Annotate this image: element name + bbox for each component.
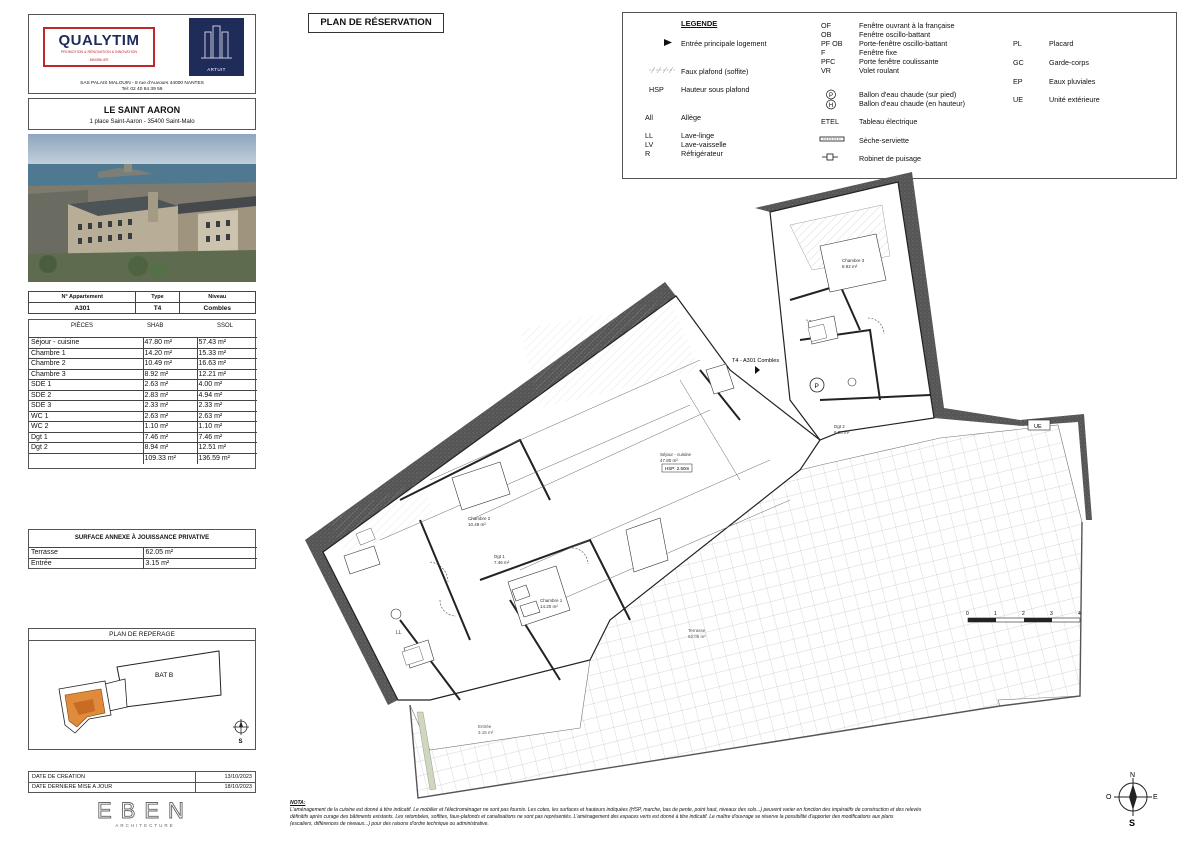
legend-ob-code: OB bbox=[821, 30, 832, 39]
dgt2-area: 8.94 m² bbox=[834, 430, 850, 435]
legend-pfob-code: PF OB bbox=[821, 39, 843, 48]
room-ssol: 57.43 m² bbox=[197, 338, 257, 349]
room-ssol: 12.21 m² bbox=[197, 369, 257, 380]
legend-hsp: Hauteur sous plafond bbox=[681, 85, 750, 94]
rooms-col-header: PIÈCES bbox=[71, 323, 94, 329]
qualytim-sub: IMMOBILIER bbox=[89, 58, 109, 62]
legend-faux-plafond: Faux plafond (soffite) bbox=[681, 67, 749, 76]
legend-entree: Entrée principale logement bbox=[681, 39, 767, 48]
terrace-label: Terrasse bbox=[688, 628, 706, 633]
annexe-name: Entrée bbox=[29, 558, 143, 569]
legend-ep: Eaux pluviales bbox=[1049, 77, 1096, 86]
legend-robinet: Robinet de puisage bbox=[859, 154, 921, 163]
room-shab: 7.46 m² bbox=[143, 432, 197, 443]
apt-type: T4 bbox=[136, 303, 179, 314]
entry-label: Entrée bbox=[478, 724, 492, 729]
apt-number-header: N° Appartement bbox=[29, 292, 136, 303]
scale-tick: 3 bbox=[1050, 611, 1053, 617]
apt-number: A301 bbox=[29, 303, 136, 314]
scale-tick: 4 bbox=[1078, 611, 1081, 617]
annexe-value: 3.15 m² bbox=[143, 558, 257, 569]
legend-hsp-code: HSP bbox=[649, 85, 664, 94]
dgt1-area: 7.46 m² bbox=[494, 560, 510, 565]
qualytim-name: QUALYTIM bbox=[58, 32, 140, 49]
room-name: Dgt 1 bbox=[29, 432, 143, 443]
shab-col-header: SHAB bbox=[147, 323, 164, 329]
ue-label: UE bbox=[1034, 424, 1042, 430]
legend-r: Réfrigérateur bbox=[681, 149, 723, 158]
room-ssol: 7.46 m² bbox=[197, 432, 257, 443]
dgt1-label: Dgt 1 bbox=[494, 554, 505, 559]
scale-tick: 0 bbox=[966, 611, 969, 617]
room-name: SDE 3 bbox=[29, 401, 143, 412]
scale-tick: 1 bbox=[994, 611, 997, 617]
legend-r-code: R bbox=[645, 149, 651, 158]
room-name: Chambre 1 bbox=[29, 348, 143, 359]
plan-title: PLAN DE RÉSERVATION bbox=[308, 13, 444, 33]
legend-vr-code: VR bbox=[821, 66, 831, 75]
entry-area: 3.15 m² bbox=[478, 730, 494, 735]
architect-name: EBEN bbox=[97, 798, 193, 823]
legend-pfc: Porte fenêtre coulissante bbox=[859, 57, 939, 66]
legend-ballon-h: Ballon d'eau chaude (en hauteur) bbox=[859, 99, 966, 108]
room-ssol: 12.51 m² bbox=[197, 443, 257, 454]
room-name: WC 1 bbox=[29, 411, 143, 422]
legend-lv: Lave-vaisselle bbox=[681, 140, 727, 149]
legend-of: Fenêtre ouvrant à la française bbox=[859, 21, 955, 30]
annexe-title: SURFACE ANNEXE À JOUISSANCE PRIVATIVE bbox=[74, 535, 210, 541]
hsp-label: HSP: 2.50m bbox=[665, 466, 690, 471]
chambre3-area: 8.92 m² bbox=[842, 264, 858, 269]
update-date: 18/10/2023 bbox=[196, 782, 256, 793]
project-name: LE SAINT AARON bbox=[103, 105, 181, 115]
ssol-col-header: SSOL bbox=[217, 323, 234, 329]
room-shab: 1.10 m² bbox=[143, 422, 197, 433]
total-ssol: 136.59 m² bbox=[197, 453, 257, 464]
legend-of-code: OF bbox=[821, 21, 831, 30]
room-shab: 14.20 m² bbox=[143, 348, 197, 359]
room-name: Chambre 3 bbox=[29, 369, 143, 380]
room-name: Dgt 2 bbox=[29, 443, 143, 454]
apt-level: Combles bbox=[179, 303, 255, 314]
legend-ep-code: EP bbox=[1013, 77, 1023, 86]
unit-label: T4 - A301 Combles bbox=[732, 358, 780, 364]
legend-seche: Sèche-serviette bbox=[859, 136, 909, 145]
notes-label: NOTA: bbox=[290, 800, 306, 806]
room-ssol: 4.00 m² bbox=[197, 380, 257, 391]
phone-line: Tel: 02 40 84 39 59 bbox=[121, 87, 163, 92]
compass-n: N bbox=[1130, 772, 1136, 779]
legend-ll-code: LL bbox=[645, 131, 653, 140]
legend-etel-code: ETEL bbox=[821, 117, 839, 126]
compass-s: S bbox=[1129, 818, 1136, 828]
sejour-area: 47.80 m² bbox=[660, 458, 678, 463]
room-name: Séjour - cuisine bbox=[29, 338, 143, 349]
room-shab: 10.49 m² bbox=[143, 359, 197, 370]
room-shab: 2.33 m² bbox=[143, 401, 197, 412]
notes-line: définitifs après curage des bâtiments existants. Les retombées, soffites, faux-plafonds et canalisations ne sont pas représentés. L'aménagement des espaces verts est donné à titre indicatif. Le maître d'ouvrage se réserve la possibilité d'apporter des modifications aux plans bbox=[290, 814, 894, 820]
ll-label: LL bbox=[396, 630, 402, 636]
legend-title: LEGENDE bbox=[681, 19, 718, 28]
chambre2-area: 10.49 m² bbox=[468, 522, 486, 527]
project-address: 1 place Saint-Aaron - 35400 Saint-Malo bbox=[89, 119, 195, 125]
compass-o: O bbox=[1106, 794, 1112, 801]
legend-ue: Unité extérieure bbox=[1049, 95, 1100, 104]
annexe-name: Terrasse bbox=[29, 548, 143, 559]
room-name: SDE 2 bbox=[29, 390, 143, 401]
creation-date-label: DATE DE CREATION bbox=[29, 772, 196, 783]
legend-gc-code: GC bbox=[1013, 58, 1024, 67]
entrance-arrow-icon bbox=[755, 366, 760, 374]
legend-pl-code: PL bbox=[1013, 39, 1022, 48]
room-name: Chambre 2 bbox=[29, 359, 143, 370]
legend-ll: Lave-linge bbox=[681, 131, 715, 140]
architect-sub: ARCHITECTURE bbox=[115, 823, 175, 828]
legend-pfc-code: PFC bbox=[821, 57, 836, 66]
legend-etel: Tableau électrique bbox=[859, 117, 918, 126]
legend-gc: Garde-corps bbox=[1049, 58, 1089, 67]
scale-tick: 2 bbox=[1022, 611, 1025, 617]
sejour-label: Séjour - cuisine bbox=[660, 452, 692, 457]
legend-pl: Placard bbox=[1049, 39, 1074, 48]
legend-ballon-h-code: H bbox=[828, 103, 834, 109]
chambre2-label: Chambre 2 bbox=[468, 516, 491, 521]
notes-line: L'aménagement de la cuisine est donné à titre indicatif. Le mobilier et l'électroménager ne sont pas fournis. Les cotes, les surfaces et hauteurs indiquées (HSP, marche, bas de pente, point haut, niveaux des sols...) peuvent varier en fonction des impératifs de construction et des relevés bbox=[290, 807, 922, 813]
creation-date: 13/10/2023 bbox=[196, 772, 256, 783]
ballon-p-label: P bbox=[814, 383, 819, 390]
room-ssol: 15.33 m² bbox=[197, 348, 257, 359]
room-ssol: 4.94 m² bbox=[197, 390, 257, 401]
room-shab: 8.92 m² bbox=[143, 369, 197, 380]
room-name: WC 2 bbox=[29, 422, 143, 433]
apt-level-header: Niveau bbox=[179, 292, 255, 303]
legend-ue-code: UE bbox=[1013, 95, 1023, 104]
artuit-name: ARTUIT bbox=[207, 67, 226, 72]
chambre3-label: Chambre 3 bbox=[842, 258, 865, 263]
room-ssol: 2.63 m² bbox=[197, 411, 257, 422]
dgt2-label: Dgt 2 bbox=[834, 424, 845, 429]
apt-type-header: Type bbox=[136, 292, 179, 303]
compass-e: E bbox=[1153, 794, 1158, 801]
legend-lv-code: LV bbox=[645, 140, 654, 149]
room-name: SDE 1 bbox=[29, 380, 143, 391]
notes bbox=[290, 800, 1080, 828]
room-shab: 2.63 m² bbox=[143, 380, 197, 391]
notes-line: (escaliers, différences de niveaux...) pour des raisons d'ordre technique ou administrative. bbox=[290, 821, 489, 827]
compass-icon bbox=[1106, 772, 1158, 828]
legend-vr: Volet roulant bbox=[859, 66, 899, 75]
legend-ballon-p-code: P bbox=[828, 93, 834, 99]
legend-allege: Allège bbox=[681, 113, 701, 122]
room-ssol: 1.10 m² bbox=[197, 422, 257, 433]
reperage-title: PLAN DE REPERAGE bbox=[29, 631, 255, 641]
room-shab: 2.83 m² bbox=[143, 390, 197, 401]
room-ssol: 16.63 m² bbox=[197, 359, 257, 370]
room-shab: 47.80 m² bbox=[143, 338, 197, 349]
legend-ob: Fenêtre oscillo-battant bbox=[859, 30, 931, 39]
total-shab: 109.33 m² bbox=[143, 453, 197, 464]
address-line: SAS PALAIS MALOUIN - 8 rue d'Auvours 44000 NANTES bbox=[80, 81, 204, 86]
annexe-value: 62.05 m² bbox=[143, 548, 257, 559]
legend-f: Fenêtre fixe bbox=[859, 48, 897, 57]
room-shab: 2.63 m² bbox=[143, 411, 197, 422]
chambre1-area: 14.20 m² bbox=[540, 604, 558, 609]
room-shab: 8.94 m² bbox=[143, 443, 197, 454]
legend-all-code: All bbox=[645, 113, 653, 122]
terrace-area: 62.05 m² bbox=[688, 634, 706, 639]
reperage-building: BAT B bbox=[155, 672, 174, 679]
room-ssol: 2.33 m² bbox=[197, 401, 257, 412]
legend-f-code: F bbox=[821, 48, 826, 57]
chambre1-label: Chambre 1 bbox=[540, 598, 563, 603]
update-date-label: DATE DERNIERE MISE A JOUR bbox=[29, 782, 196, 793]
legend-pfob: Porte-fenêtre oscillo-battant bbox=[859, 39, 948, 48]
qualytim-tagline: PROMOTION & RÉNOVATION & INNOVATION bbox=[60, 50, 137, 54]
legend-ballon-p: Ballon d'eau chaude (sur pied) bbox=[859, 90, 957, 99]
reperage-compass-s: S bbox=[238, 739, 243, 745]
